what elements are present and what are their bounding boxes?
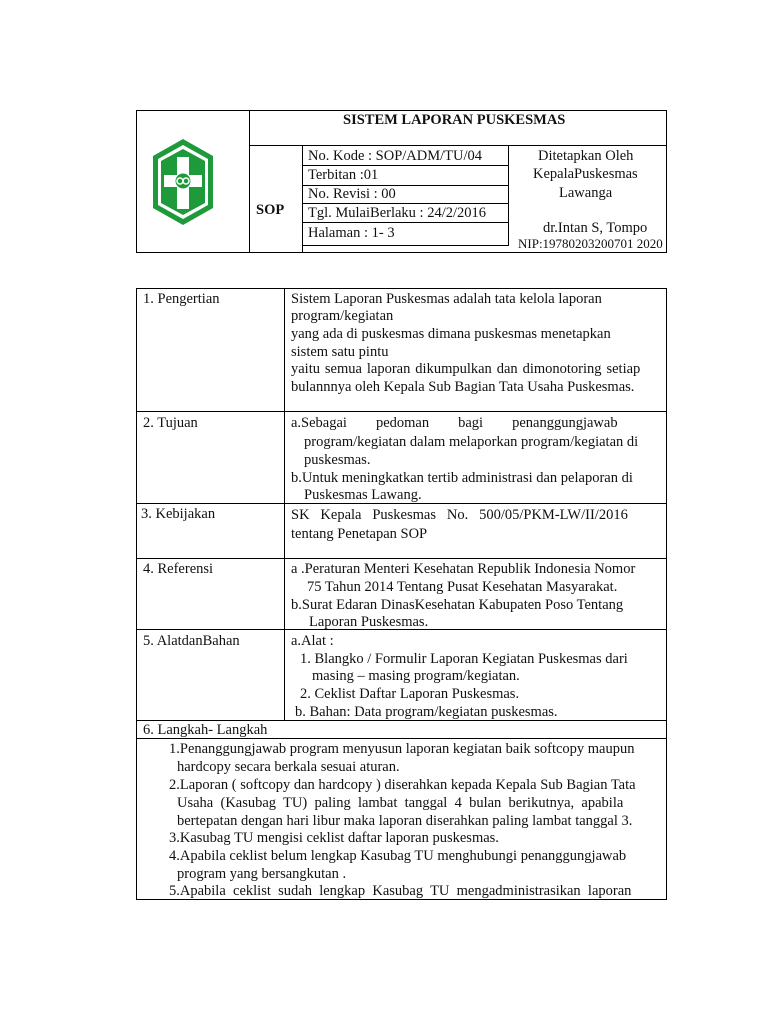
tujuan-line: a.Sebagai pedoman bagi penanggungjawab <box>291 415 618 431</box>
kebijakan-line: SK Kepala Puskesmas No. 500/05/PKM-LW/II/2016 <box>291 507 628 523</box>
pengertian-line: sistem satu pintu <box>291 344 389 360</box>
tujuan-line: b.Untuk meningkatkan tertib administrasi dan pelaporan di <box>291 470 633 486</box>
sop-label: SOP <box>256 202 285 218</box>
approval-nip: NIP:19780203200701 2020 <box>518 236 663 251</box>
kebijakan-line: tentang Penetapan SOP <box>291 526 428 542</box>
langkah-line: bertepatan dengan hari libur maka laporan diserahkan paling lambat tanggal 3. <box>177 813 633 829</box>
label-referensi: 4. Referensi <box>143 561 214 577</box>
meta-terbitan: Terbitan :01 <box>308 167 379 183</box>
alat-line: 2. Ceklist Daftar Laporan Puskesmas. <box>300 686 520 702</box>
langkah-line: hardcopy secara berkala sesuai aturan. <box>177 759 400 775</box>
langkah-line: 5.Apabila ceklist sudah lengkap Kasubag TU mengadministrasikan laporan <box>169 883 632 899</box>
referensi-line: Laporan Puskesmas. <box>309 614 429 630</box>
alat-line: masing – masing program/kegiatan. <box>312 668 520 684</box>
referensi-line: a .Peraturan Menteri Kesehatan Republik Indonesia Nomor <box>291 561 636 577</box>
meta-halaman: Halaman : 1- 3 <box>308 225 395 241</box>
pengertian-line: yaitu semua laporan dikumpulkan dan dimonotoring setiap <box>291 361 641 377</box>
meta-tgl: Tgl. MulaiBerlaku : 24/2/2016 <box>308 205 487 221</box>
meta-kode: No. Kode : SOP/ADM/TU/04 <box>308 148 483 164</box>
label-alat-bahan: 5. AlatdanBahan <box>143 633 240 649</box>
approval-line1: Ditetapkan Oleh <box>538 148 634 164</box>
approval-line2: KepalaPuskesmas <box>533 166 638 182</box>
referensi-line: b.Surat Edaran DinasKesehatan Kabupaten Poso Tentang <box>291 597 624 613</box>
label-langkah: 6. Langkah- Langkah <box>143 722 268 738</box>
alat-line: 1. Blangko / Formulir Laporan Kegiatan Puskesmas dari <box>300 651 628 667</box>
label-tujuan: 2. Tujuan <box>143 415 198 431</box>
langkah-line: 2.Laporan ( softcopy dan hardcopy ) diserahkan kepada Kepala Sub Bagian Tata <box>169 777 636 793</box>
approval-signer: dr.Intan S, Tompo <box>543 220 648 236</box>
pengertian-line: Sistem Laporan Puskesmas adalah tata kelola laporan <box>291 291 602 307</box>
pengertian-line: program/kegiatan <box>291 308 394 324</box>
label-kebijakan: 3. Kebijakan <box>141 506 216 522</box>
langkah-line: program yang bersangkutan . <box>177 866 347 882</box>
tujuan-line: program/kegiatan dalam melaporkan program/kegiatan di <box>304 434 639 450</box>
referensi-line: 75 Tahun 2014 Tentang Pusat Kesehatan Masyarakat. <box>307 579 618 595</box>
langkah-line: 1.Penanggungjawab program menyusun laporan kegiatan baik softcopy maupun <box>169 741 635 757</box>
langkah-line: 4.Apabila ceklist belum lengkap Kasubag TU menghubungi penanggungjawab <box>169 848 627 864</box>
pengertian-line: bulannnya oleh Kepala Sub Bagian Tata Usaha Puskesmas. <box>291 379 635 395</box>
meta-revisi: No. Revisi : 00 <box>308 186 396 202</box>
langkah-line: Usaha (Kasubag TU) paling lambat tanggal 4 bulan berikutnya, apabila <box>177 795 624 811</box>
alat-line: b. Bahan: Data program/kegiatan puskesmas. <box>295 704 558 720</box>
tujuan-line: puskesmas. <box>304 452 371 468</box>
langkah-line: 3.Kasubag TU mengisi ceklist daftar laporan puskesmas. <box>169 830 499 846</box>
tujuan-line: Puskesmas Lawang. <box>304 487 422 503</box>
puskesmas-logo <box>150 137 216 227</box>
label-pengertian: 1. Pengertian <box>143 291 220 307</box>
approval-line3: Lawanga <box>559 185 613 201</box>
document-title: SISTEM LAPORAN PUSKESMAS <box>343 112 566 128</box>
alat-line: a.Alat : <box>291 633 334 649</box>
pengertian-line: yang ada di puskesmas dimana puskesmas menetapkan <box>291 326 611 342</box>
